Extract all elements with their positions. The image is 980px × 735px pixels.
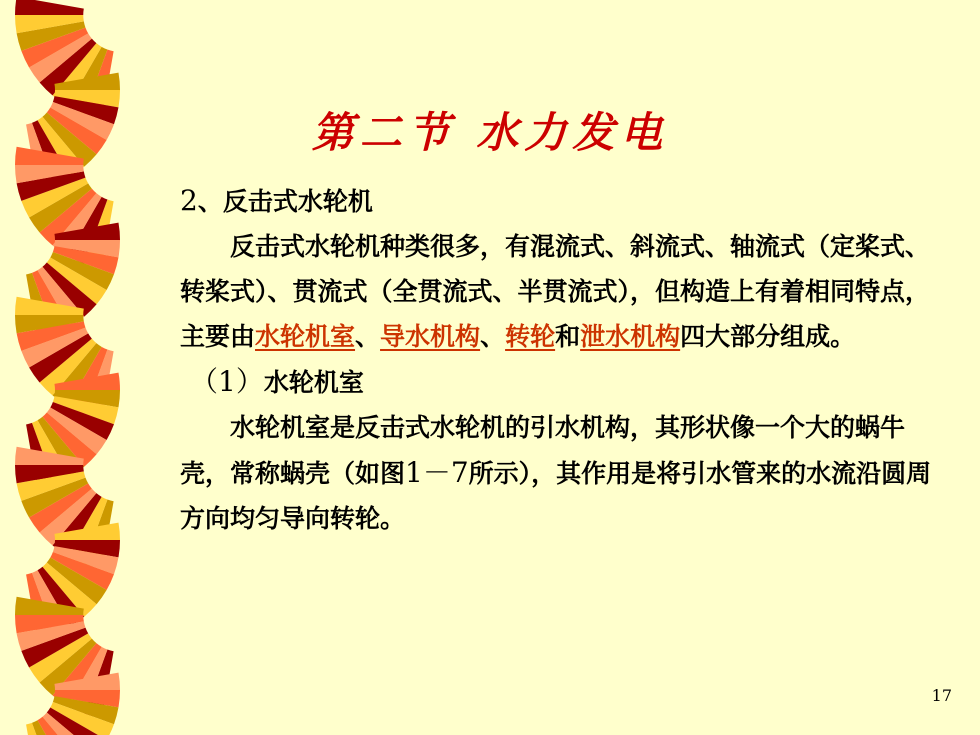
subsection-heading — [180, 359, 950, 405]
section-title: 、反击式水轮机 — [197, 187, 373, 216]
link-guide-mechanism[interactable]: 导水机构 — [380, 322, 481, 351]
figure-reference: 1－7 — [405, 456, 469, 489]
paragraph-2-text: 水轮机室是反击式水轮机的引水机构，其形状像一个大的蜗牛壳，常称蜗壳（如图 — [180, 413, 906, 488]
subsection-number: （1） — [190, 365, 264, 398]
link-turbine-chamber[interactable]: 水轮机室 — [255, 322, 356, 351]
subsection-title: 水轮机室 — [263, 368, 364, 397]
link-draft-mechanism[interactable]: 泄水机构 — [580, 322, 681, 351]
link-runner[interactable]: 转轮 — [505, 322, 556, 351]
section-number: 2 — [180, 184, 198, 217]
paragraph-2 — [180, 405, 950, 541]
separator: 、 — [480, 322, 506, 351]
paragraph-1 — [180, 224, 950, 359]
paragraph-1-ending: 四大部分组成。 — [680, 322, 856, 351]
separator: 和 — [555, 322, 581, 351]
slide-body — [180, 178, 950, 541]
fan-segment — [15, 0, 84, 15]
section-heading — [180, 178, 950, 224]
page-number: 17 — [931, 686, 952, 705]
separator: 、 — [355, 322, 381, 351]
paragraph-1-text: 反击式水轮机种类很多，有混流式、斜流式、轴流式（定桨式、转桨式）、贯流式（全贯流式、半贯流式），但构造上有着相同特点，主要由 — [180, 232, 931, 351]
paragraph-2-ending: 所示），其作用是将引水管来的水流沿圆周方向均匀导向转轮。 — [180, 459, 932, 533]
page-title: 第二节 水力发电 — [311, 108, 669, 157]
